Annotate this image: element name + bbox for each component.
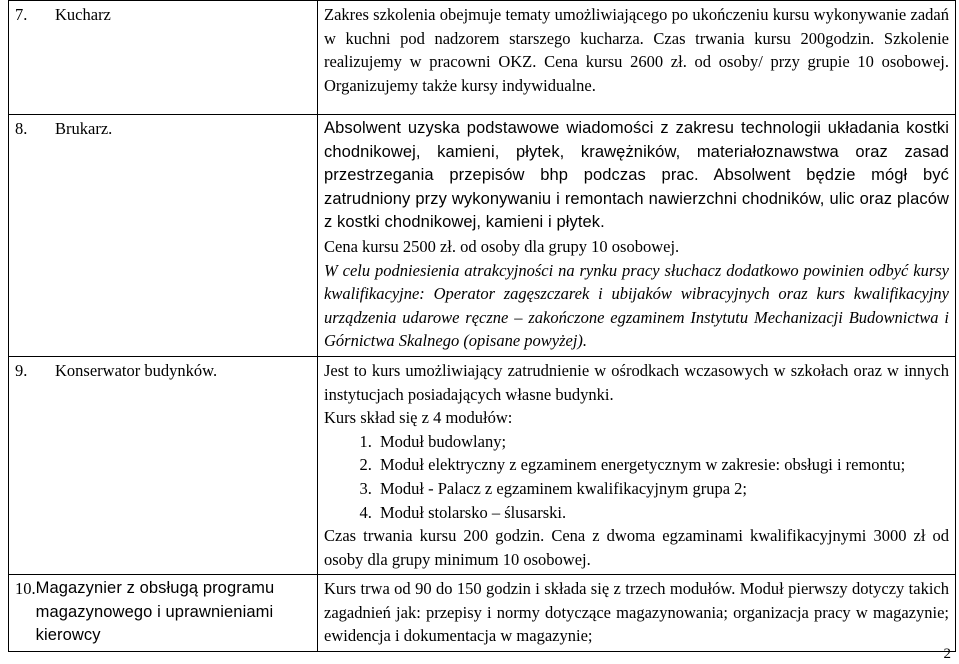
course-name: Magazynier z obsługą programu magazynowego i uprawnieniami kierowcy	[35, 579, 275, 645]
course-description-cell	[318, 1, 956, 115]
course-name: Brukarz.	[55, 119, 113, 138]
module-item: 3. Moduł - Palacz z egzaminem kwalifikacyjnym grupa 2;	[376, 477, 949, 501]
module-item: 2. Moduł elektryczny z egzaminem energetycznym w zakresie: obsługi i remontu;	[376, 453, 949, 477]
course-description: Kurs trwa od 90 do 150 godzin i składa się z trzech modułów. Moduł pierwszy dotyczy takich zagadnień jak: przepisy i normy dotyczące magazynowania; organizacja pracy w magazynie; ewidencja i dokumentacja w magazynie;	[324, 579, 949, 646]
module-item: 4. Moduł stolarsko – ślusarski.	[376, 501, 949, 525]
course-note: W celu podniesienia atrakcyjności na rynku pracy słuchacz dodatkowo powinien odbyć kursy kwalifikacyjne: Operator zagęszczarek i ubijaków wibracyjnych oraz kurs kwalifikacyjny urządzenia udarowe ręczne – zakończone egzaminem Instytutu Mechanizacji Budownictwa i Górnictwa Skalnego (opisane powyżej).	[324, 260, 949, 351]
table-row	[9, 1, 956, 115]
course-summary: Czas trwania kursu 200 godzin. Cena z dwoma egzaminami kwalifikacyjnymi 3000 zł od osoby dla grupy minimum 10 osobowej.	[324, 526, 949, 569]
course-description: Jest to kurs umożliwiający zatrudnienie w ośrodkach wczasowych w szkołach oraz w innych instytucjach posiadających własne budynki.	[324, 360, 949, 404]
course-name-cell	[9, 356, 318, 574]
course-name: Konserwator budynków.	[55, 360, 218, 380]
row-number: 10.	[15, 579, 36, 599]
course-description-cell	[318, 356, 956, 574]
row-number: 8.	[15, 119, 28, 138]
courses-table	[8, 0, 956, 652]
table-row	[9, 115, 956, 357]
module-item: 1. Moduł budowlany;	[376, 430, 949, 454]
course-name-cell	[9, 115, 318, 357]
course-name-cell	[9, 575, 318, 652]
course-description: Zakres szkolenia obejmuje tematy umożliwiającego po ukończeniu kursu wykonywanie zadań w kuchni pod nadzorem starszego kucharza. Czas trwania kursu 200godzin. Szkolenie realizujemy w pracowni OKZ. Cena kursu 2600 zł. od osoby/ przy grupie 10 osobowej. Organizujemy także kursy indywidualne.	[324, 5, 949, 95]
modules-intro: Kurs skład się z 4 modułów:	[324, 408, 513, 428]
course-description: Absolwent uzyska podstawowe wiadomości z zakresu technologii układania kostki chodnikowej, kamieni, płytek, krawężników, materiałoznawstwa oraz zasad przestrzegania przepisów bhp podczas prac. Absolwent będzie mógł być zatrudniony przy wykonywaniu i remontach nawierzchni chodników, ulic oraz placów z kostki chodnikowej, kamieni i płytek.	[324, 119, 949, 232]
modules-list	[324, 430, 949, 524]
course-description-cell	[318, 115, 956, 357]
row-number: 7.	[15, 5, 28, 24]
table-row	[9, 356, 956, 574]
row-number: 9.	[15, 360, 28, 380]
course-price: Cena kursu 2500 zł. od osoby dla grupy 10 osobowej.	[324, 236, 680, 256]
table-row	[9, 575, 956, 652]
course-name-wrap	[15, 577, 311, 648]
course-description-cell	[318, 575, 956, 652]
course-name: Kucharz	[55, 5, 111, 24]
page-number: 2	[943, 646, 951, 662]
course-name-cell	[9, 1, 318, 115]
